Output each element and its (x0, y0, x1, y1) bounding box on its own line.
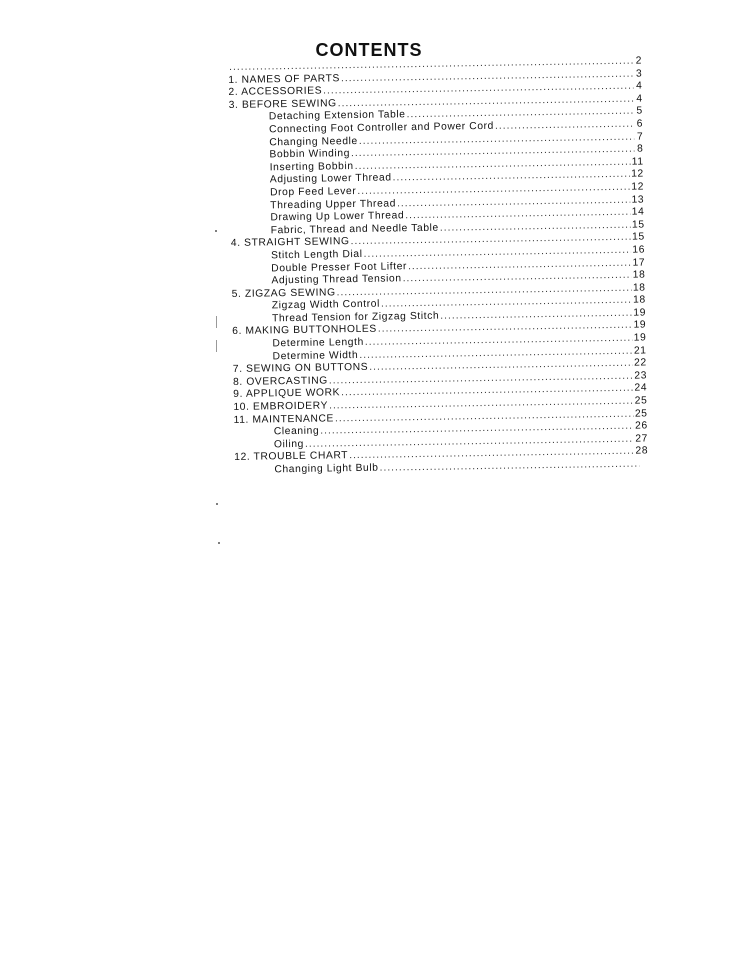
toc-entry-page: 13 (631, 194, 645, 206)
toc-entry-page: 12 (631, 168, 644, 181)
scan-mark (216, 316, 217, 328)
toc-entry-label: Inserting Bobbin (269, 160, 354, 174)
toc-entry-page: 6 (636, 118, 644, 130)
toc-entry-page: 28 (635, 445, 649, 458)
toc-entry-page: 18 (633, 294, 646, 306)
toc-entry-page: 15 (632, 231, 645, 243)
toc-entry-label: Changing Needle (269, 135, 358, 148)
toc-entry-label: Threading Upper Thread (270, 197, 397, 211)
toc-entry-label: Oiling (273, 438, 305, 451)
toc-entry-label: 10. EMBROIDERY (233, 400, 329, 413)
toc-entry-label: 1. NAMES OF PARTS (228, 72, 341, 86)
toc-entry-label: 4. STRAIGHT SEWING (230, 236, 350, 250)
toc-entry-page: 4 (636, 80, 643, 92)
toc-entry-page: 5 (636, 105, 643, 117)
toc-entry-page: 15 (631, 219, 645, 231)
toc-entry-label: Adjusting Lower Thread (269, 172, 392, 186)
toc-entry-label: Stitch Length Dial (270, 248, 363, 262)
scan-speck (218, 542, 220, 544)
toc-entry-page: 24 (634, 382, 648, 395)
toc-entry-page: 22 (634, 357, 647, 369)
toc-entry-label: Determine Length (272, 336, 364, 350)
toc-entry-label: 9. APPLIQUE WORK (233, 387, 341, 401)
toc-entry-label: 11. MAINTENANCE (233, 413, 335, 426)
toc-entry-page: 16 (632, 244, 646, 256)
toc-entry-label: Cleaning (273, 425, 320, 438)
toc-entry-label: 5. ZIGZAG SEWING (231, 287, 336, 300)
toc-entry-page: 3 (635, 68, 643, 80)
toc-entry-label: 2. ACCESSORIES (228, 85, 323, 99)
toc-entry-page: 19 (633, 319, 647, 332)
toc-entry-label: Double Presser Foot Lifter (271, 260, 408, 274)
toc-entry-page: 23 (634, 370, 648, 382)
toc-entry-page: 12 (631, 181, 645, 193)
dot-leader (379, 459, 639, 476)
toc-entry-label: Zigzag Width Control (271, 298, 381, 312)
scan-speck (215, 230, 217, 232)
toc-entry-page: 25 (634, 395, 648, 407)
toc-entry-page: 19 (633, 307, 647, 319)
toc-entry-page: 18 (632, 282, 646, 294)
toc-entry-page: 26 (635, 420, 648, 432)
toc-entry-page: 8 (637, 143, 644, 155)
toc-entry-page: 17 (632, 256, 646, 269)
toc-entry-page: 4 (636, 93, 643, 105)
toc-entry-label: Thread Tension for Zigzag Stitch (271, 310, 440, 325)
toc-entry-page: 25 (634, 408, 648, 420)
scan-mark (216, 340, 217, 352)
toc-entry-page: 19 (633, 332, 647, 344)
toc-entry-label: Adjusting Thread Tension (271, 273, 402, 287)
toc-entry-label: 12. TROUBLE CHART (234, 450, 349, 464)
toc-entry-page: 2 (635, 55, 643, 67)
toc-entry-label: 8. OVERCASTING (232, 375, 328, 388)
toc-entry-label: Drawing Up Lower Thread (270, 210, 405, 224)
toc-entry-page: 7 (636, 131, 644, 143)
table-of-contents (228, 55, 648, 477)
page-title: CONTENTS (315, 40, 423, 60)
toc-entry-page: 11 (631, 156, 644, 168)
toc-entry-label: Changing Light Bulb (274, 462, 379, 476)
toc-entry-page: 27 (635, 433, 649, 445)
toc-entry-label: Drop Feed Lever (269, 185, 357, 199)
toc-entry-label: 6. MAKING BUTTONHOLES (232, 324, 377, 338)
toc-entry-page: 18 (632, 269, 646, 281)
toc-entry-label: Detaching Extension Table (268, 109, 406, 123)
toc-entry-label: Bobbin Winding (269, 148, 351, 161)
toc-entry-label: 3. BEFORE SEWING (228, 98, 337, 111)
toc-entry-label: Determine Width (272, 349, 359, 362)
toc-entry-label: Connecting Foot Controller and Power Cord (268, 120, 495, 136)
toc-entry-page: 14 (631, 206, 645, 218)
scan-speck (216, 503, 218, 505)
toc-entry-label: Fabric, Thread and Needle Table (270, 222, 439, 237)
toc-entry-label: 7. SEWING ON BUTTONS (232, 362, 369, 376)
toc-entry-page: 21 (633, 345, 647, 357)
